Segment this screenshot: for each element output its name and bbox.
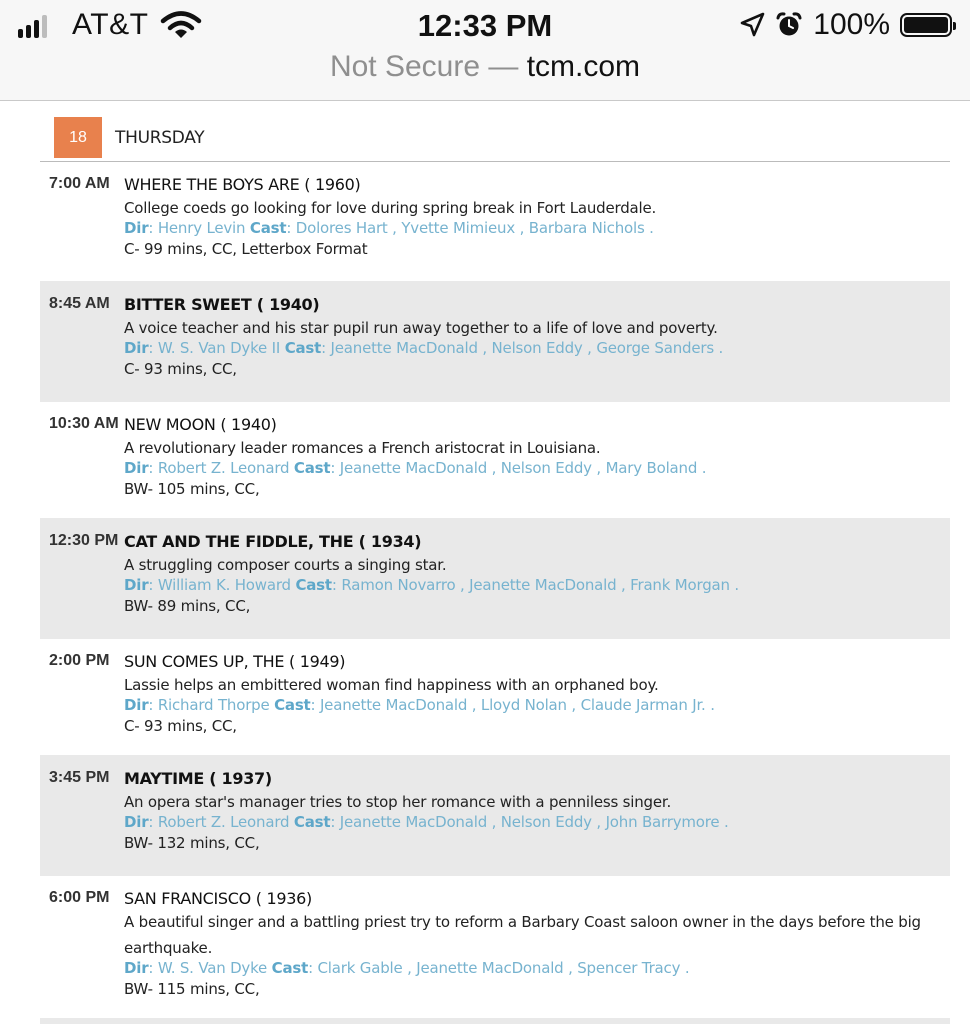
movie-credits: Dir: Richard Thorpe Cast: Jeanette MacDonald , Lloyd Nolan , Claude Jarman Jr. . — [124, 696, 715, 714]
cast-label: Cast — [274, 696, 311, 714]
airing-time: 12:30 PM — [49, 532, 119, 549]
cast-member-link[interactable]: John Barrymore — [605, 813, 720, 831]
address-bar[interactable] — [0, 50, 970, 84]
director-label: Dir — [124, 959, 149, 977]
cast-member-link[interactable]: Claude Jarman Jr. — [580, 696, 706, 714]
battery-percentage: 100% — [813, 8, 890, 41]
battery-icon — [900, 13, 952, 37]
day-number-badge[interactable]: 18 — [54, 117, 102, 158]
cast-member-link[interactable]: Lloyd Nolan — [480, 696, 567, 714]
director-link[interactable]: W. S. Van Dyke II — [157, 339, 281, 357]
cast-member-link[interactable]: Yvette Mimieux — [401, 219, 516, 237]
url-domain: tcm.com — [526, 50, 641, 83]
movie-title[interactable]: NEW MOON ( 1940) — [124, 415, 277, 434]
clock: 12:33 PM — [417, 8, 553, 43]
cast-member-link[interactable]: George Sanders — [596, 339, 714, 357]
alarm-clock-icon — [775, 11, 803, 39]
cast-member-link[interactable]: Jeanette MacDonald — [469, 576, 617, 594]
schedule-row — [40, 755, 950, 876]
director-link[interactable]: Henry Levin — [157, 219, 246, 237]
movie-description: An opera star's manager tries to stop her romance with a penniless singer. — [124, 793, 672, 811]
director-link[interactable]: W. S. Van Dyke — [157, 959, 268, 977]
schedule-row — [40, 281, 950, 402]
movie-description: Lassie helps an embittered woman find happiness with an orphaned boy. — [124, 676, 659, 694]
movie-credits: Dir: W. S. Van Dyke Cast: Clark Gable , Jeanette MacDonald , Spencer Tracy . — [124, 959, 690, 977]
movie-details: BW- 132 mins, CC, — [124, 834, 260, 852]
movie-details: C- 93 mins, CC, — [124, 360, 237, 378]
cast-member-link[interactable]: Jeanette MacDonald — [330, 339, 478, 357]
movie-description: A beautiful singer and a battling priest try to reform a Barbary Coast saloon owner in the days before the big earthquake. — [124, 913, 921, 957]
director-label: Dir — [124, 576, 149, 594]
schedule-row-partial — [40, 1018, 950, 1024]
airing-time: 7:00 AM — [49, 175, 110, 192]
movie-credits: Dir: W. S. Van Dyke II Cast: Jeanette MacDonald , Nelson Eddy , George Sanders . — [124, 339, 724, 357]
movie-details: BW- 115 mins, CC, — [124, 980, 260, 998]
director-label: Dir — [124, 696, 149, 714]
cast-member-link[interactable]: Barbara Nichols — [528, 219, 645, 237]
director-link[interactable]: Robert Z. Leonard — [157, 459, 290, 477]
movie-details: BW- 89 mins, CC, — [124, 597, 251, 615]
cast-member-link[interactable]: Ramon Novarro — [341, 576, 456, 594]
director-label: Dir — [124, 219, 149, 237]
schedule-row — [40, 162, 950, 281]
security-warning: Not Secure — [329, 50, 481, 83]
cast-label: Cast — [284, 339, 322, 357]
cast-label: Cast — [295, 576, 332, 594]
schedule-row — [40, 518, 950, 639]
director-label: Dir — [124, 459, 149, 477]
schedule-row — [40, 876, 950, 1018]
cast-label: Cast — [249, 219, 287, 237]
airing-time: 6:00 PM — [49, 889, 110, 906]
movie-title[interactable]: SUN COMES UP, THE ( 1949) — [124, 652, 346, 671]
movie-description: College coeds go looking for love during spring break in Fort Lauderdale. — [124, 199, 657, 217]
movie-description: A struggling composer courts a singing star. — [124, 556, 447, 574]
airing-time: 10:30 AM — [49, 415, 119, 432]
movie-credits: Dir: Robert Z. Leonard Cast: Jeanette MacDonald , Nelson Eddy , John Barrymore . — [124, 813, 729, 831]
movie-description: A voice teacher and his star pupil run away together to a life of love and poverty. — [124, 319, 718, 337]
cast-member-link[interactable]: Frank Morgan — [630, 576, 730, 594]
movie-details: C- 93 mins, CC, — [124, 717, 237, 735]
director-label: Dir — [124, 813, 149, 831]
cast-member-link[interactable]: Nelson Eddy — [491, 339, 583, 357]
cast-label: Cast — [293, 459, 331, 477]
movie-credits: Dir: William K. Howard Cast: Ramon Novarro , Jeanette MacDonald , Frank Morgan . — [124, 576, 739, 594]
schedule-row — [40, 402, 950, 518]
movie-title[interactable]: CAT AND THE FIDDLE, THE ( 1934) — [124, 532, 422, 551]
schedule-row — [40, 639, 950, 755]
cast-member-link[interactable]: Jeanette MacDonald — [416, 959, 564, 977]
movie-title[interactable]: WHERE THE BOYS ARE ( 1960) — [124, 175, 361, 194]
cast-member-link[interactable]: Spencer Tracy — [577, 959, 681, 977]
director-link[interactable]: Richard Thorpe — [157, 696, 270, 714]
director-link[interactable]: Robert Z. Leonard — [157, 813, 290, 831]
status-indicators — [739, 8, 952, 42]
schedule-page — [40, 100, 950, 998]
cast-member-link[interactable]: Dolores Hart — [295, 219, 388, 237]
cast-member-link[interactable]: Jeanette MacDonald — [339, 459, 488, 477]
carrier-name: AT&T — [72, 8, 149, 41]
airing-time: 2:00 PM — [49, 652, 110, 669]
airing-time: 3:45 PM — [49, 769, 110, 786]
status-bar — [0, 0, 970, 52]
director-label: Dir — [124, 339, 149, 357]
cast-member-link[interactable]: Mary Boland — [605, 459, 698, 477]
location-arrow-icon — [739, 12, 765, 38]
movie-credits: Dir: Robert Z. Leonard Cast: Jeanette MacDonald , Nelson Eddy , Mary Boland . — [124, 459, 707, 477]
cast-label: Cast — [271, 959, 309, 977]
day-header — [40, 100, 950, 162]
day-name: THURSDAY — [115, 128, 205, 148]
airing-time: 8:45 AM — [49, 295, 110, 312]
browser-chrome — [0, 0, 970, 101]
cast-label: Cast — [293, 813, 331, 831]
cast-member-link[interactable]: Nelson Eddy — [500, 459, 592, 477]
movie-title[interactable]: MAYTIME ( 1937) — [124, 769, 272, 788]
cast-member-link[interactable]: Jeanette MacDonald — [319, 696, 468, 714]
movie-title[interactable]: SAN FRANCISCO ( 1936) — [124, 889, 312, 908]
director-link[interactable]: William K. Howard — [157, 576, 291, 594]
cast-member-link[interactable]: Jeanette MacDonald — [339, 813, 488, 831]
cast-member-link[interactable]: Nelson Eddy — [500, 813, 592, 831]
url-separator: — — [480, 50, 527, 83]
movie-details: C- 99 mins, CC, Letterbox Format — [124, 240, 368, 258]
movie-details: BW- 105 mins, CC, — [124, 480, 260, 498]
movie-description: A revolutionary leader romances a French aristocrat in Louisiana. — [124, 439, 601, 457]
movie-title[interactable]: BITTER SWEET ( 1940) — [124, 295, 320, 314]
cast-member-link[interactable]: Clark Gable — [317, 959, 403, 977]
movie-credits: Dir: Henry Levin Cast: Dolores Hart , Yvette Mimieux , Barbara Nichols . — [124, 219, 654, 237]
